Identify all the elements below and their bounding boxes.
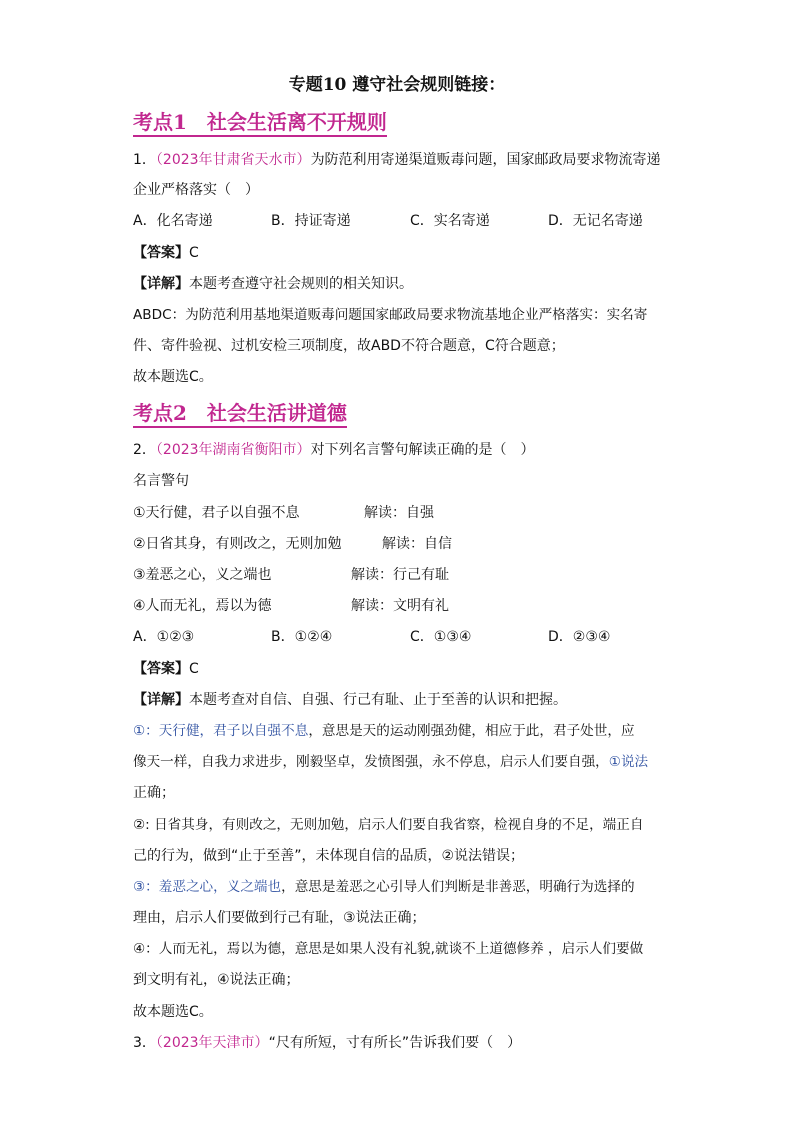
q2-exp4-line2: 到文明有礼，④说法正确；	[133, 972, 300, 988]
q2-number: 2．	[133, 442, 156, 458]
q3-stem	[133, 1034, 521, 1052]
q2-interp-2: 解读：自信	[382, 536, 452, 552]
q2-interp-3: 解读：行己有耻	[351, 567, 449, 583]
q1-stem-line2: 企业严格落实（ ）	[133, 182, 259, 198]
q1-stem-a: 为防范利用寄递渠道贩毒问题，国家邮政局要求物流寄递	[310, 152, 661, 168]
q1-option-d: D．无记名寄递	[548, 213, 643, 229]
q2-interp-1: 解读：自强	[364, 505, 434, 521]
q2-detail	[133, 691, 567, 709]
q2-option-b: B．①②④	[271, 629, 333, 645]
q1-number: 1．	[133, 152, 156, 168]
q1-explanation-line2: 件、寄件验视、过机安检三项制度，故ABD不符合题意，C符合题意；	[133, 338, 565, 354]
q2-exp1-line2	[133, 753, 648, 771]
q2-option-d: D．②③④	[548, 629, 611, 645]
q2-quote-1: ①天行健，君子以自强不息	[133, 505, 300, 521]
q2-detail-label: 【详解】	[133, 692, 189, 708]
q2-stem-text: 对下列名言警句解读正确的是（ ）	[310, 442, 535, 458]
q2-table-head: 名言警句	[133, 473, 189, 489]
q3-stem-text: “尺有所短，寸有所长”告诉我们要（ ）	[268, 1035, 522, 1051]
q2-detail-text: 本题考查对自信、自强、行己有耻、止于至善的认识和把握。	[189, 692, 567, 708]
q2-exp1-a: ，意思是天的运动刚强劲健，相应于此，君子处世，应	[308, 723, 635, 739]
q2-exp1-b: 像天一样，自我力求进步，刚毅坚卓，发愤图强，永不停息，启示人们要自强，	[133, 754, 609, 770]
q2-option-c: C．①③④	[410, 629, 472, 645]
q1-option-c: C．实名寄递	[410, 213, 490, 229]
q2-exp1-b-verdict: ①说法	[608, 754, 649, 770]
q1-answer-value: C	[189, 245, 199, 261]
q2-exp2-line2: 己的行为，做到“止于至善”，未体现自信的品质，②说法错误；	[133, 848, 525, 864]
q1-detail-label: 【详解】	[133, 276, 189, 292]
q2-option-a: A．①②③	[133, 629, 195, 645]
q3-number: 3．	[133, 1035, 156, 1051]
q2-source: （2023年湖南省衡阳市）	[155, 442, 311, 458]
q2-interp-4: 解读：文明有礼	[351, 598, 449, 614]
section-heading-1: 考点1 社会生活离不开规则	[133, 110, 387, 137]
q2-answer-value: C	[189, 661, 199, 677]
q1-answer	[133, 244, 199, 262]
q2-quote-2: ②日省其身，有则改之，无则加勉	[133, 536, 342, 552]
q2-quote-4: ④人而无礼，焉以为德	[133, 598, 272, 614]
q2-exp3-a: ，意思是羞恶之心引导人们判断是非善恶，明确行为选择的	[281, 879, 635, 895]
q1-source: （2023年甘肃省天水市）	[155, 152, 311, 168]
q1-explanation-line1: ABDC：为防范利用基地渠道贩毒问题国家邮政局要求物流基地企业严格落实：实名寄	[133, 307, 648, 323]
q3-source: （2023年天津市）	[155, 1035, 269, 1051]
q2-exp4-line1: ④：人而无礼，焉以为德，意思是如果人没有礼貌,就谈不上道德修养 ，启示人们要做	[133, 941, 644, 957]
q2-exp1-line3: 正确；	[133, 785, 175, 801]
q2-exp1-quote: ①：天行健，君子以自强不息	[133, 723, 309, 739]
q2-exp2-line1: ②: 日省其身，有则改之，无则加勉，启示人们要自我省察，检视自身的不足，端正自	[133, 817, 644, 833]
q1-stem-line1	[133, 151, 661, 169]
q2-stem	[133, 441, 535, 459]
q2-answer	[133, 660, 199, 678]
q2-quote-3: ③羞恶之心，义之端也	[133, 567, 272, 583]
q1-detail-text: 本题考查遵守社会规则的相关知识。	[189, 276, 413, 292]
q1-option-b: B．持证寄递	[271, 213, 351, 229]
q1-option-a: A．化名寄递	[133, 213, 213, 229]
section-heading-2: 考点2 社会生活讲道德	[133, 401, 347, 428]
q1-detail	[133, 275, 413, 293]
q2-exp3-line1	[133, 878, 635, 896]
q1-conclusion: 故本题选C。	[133, 369, 213, 385]
q2-exp1-line1	[133, 722, 635, 740]
page-title: 专题10 遵守社会规则链接：	[288, 75, 506, 95]
q2-conclusion: 故本题选C。	[133, 1004, 213, 1020]
q2-exp3-line2: 理由，启示人们要做到行己有耻，③说法正确；	[133, 910, 426, 926]
q2-exp3-quote: ③：羞恶之心，义之端也	[133, 879, 282, 895]
q1-answer-label: 【答案】	[133, 245, 189, 261]
q2-answer-label: 【答案】	[133, 661, 189, 677]
